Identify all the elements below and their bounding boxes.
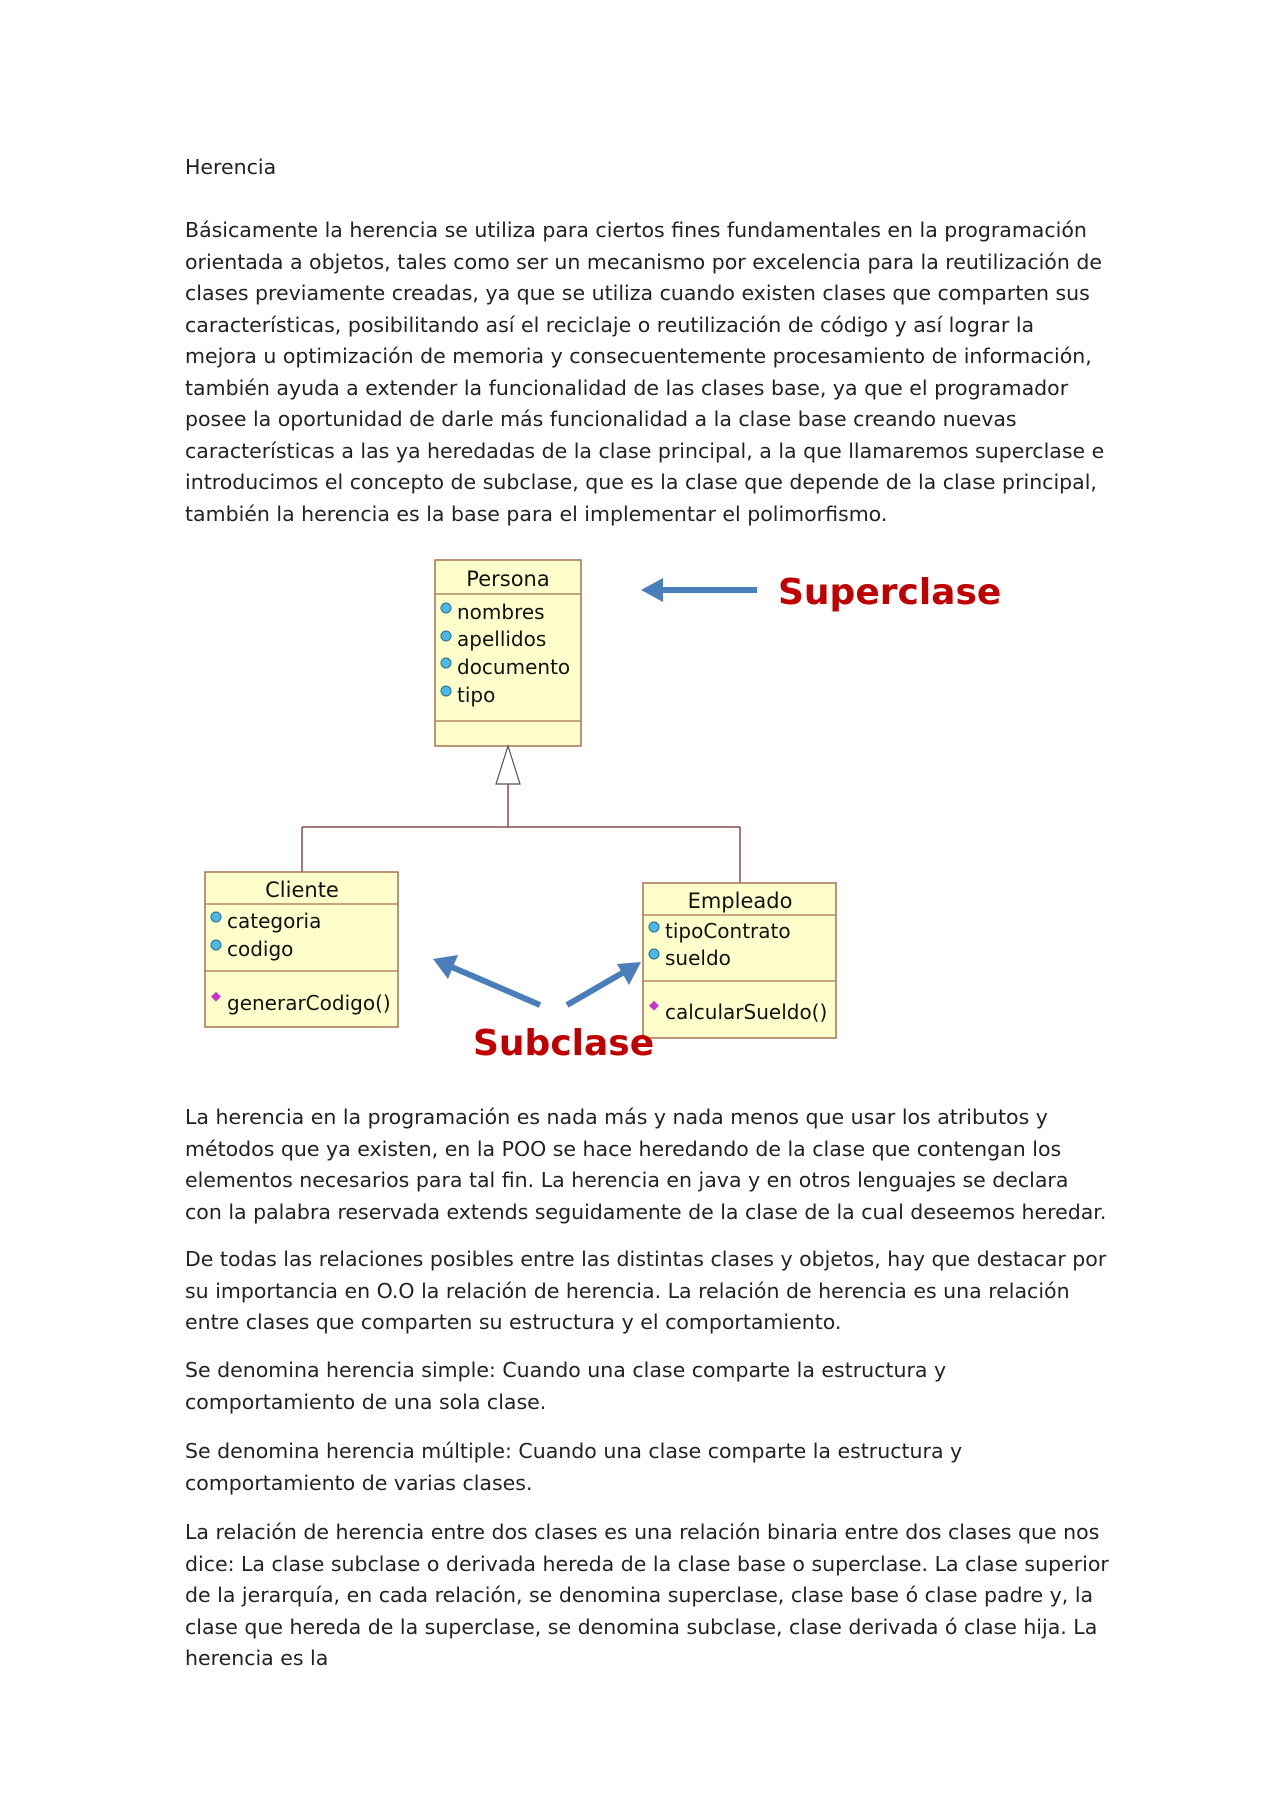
subclass-label: Subclase: [473, 1023, 655, 1064]
paragraph-relations: De todas las relaciones posibles entre las distintas clases y objetos, hay que destacar por su importancia en O.O la relación de herencia. La relación de herencia es una relación entre clases que comparten su estructura y el comportamiento.: [185, 1247, 1107, 1334]
persona-attribute-documento: documento: [457, 655, 571, 679]
cliente-attribute-codigo: codigo: [227, 937, 294, 961]
empleado-class-box: [643, 883, 836, 1038]
document-title: Herencia: [185, 155, 277, 179]
subclass-annotation: [433, 955, 654, 1064]
arrow-up-left-icon: [447, 965, 540, 1005]
empleado-method-calcularsueldo: calcularSueldo(): [665, 1000, 828, 1024]
persona-class-name: Persona: [466, 567, 550, 591]
persona-attribute-nombres: nombres: [457, 600, 545, 624]
cliente-class-box: [205, 872, 398, 1027]
paragraph-definition: La herencia en la programación es nada más y nada menos que usar los atributos y métodos que ya existen, en la POO se hace heredando de la clase que contengan los elementos necesarios para tal fin. La herencia en java y en otros lenguajes se declara con la palabra reservada extends seguidamente de la clase de la cual deseemos heredar.: [185, 1105, 1107, 1224]
empleado-class-name: Empleado: [687, 889, 793, 913]
cliente-method-generarcodigo: generarCodigo(): [227, 991, 391, 1015]
inheritance-uml-diagram: [195, 548, 1015, 1078]
superclass-annotation: [641, 572, 1001, 613]
paragraph-multiple-inheritance: Se denomina herencia múltiple: Cuando una clase comparte la estructura y comportamiento de varias clases.: [185, 1439, 963, 1495]
cliente-attribute-categoria: categoria: [227, 909, 322, 933]
paragraph-simple-inheritance: Se denomina herencia simple: Cuando una clase comparte la estructura y comportamiento de una sola clase.: [185, 1358, 947, 1414]
persona-class-box: [435, 560, 581, 746]
paragraph-intro: Básicamente la herencia se utiliza para ciertos fines fundamentales en la programación orientada a objetos, tales como ser un mecanismo por excelencia para la reutilización de clases previamente creadas, ya que se utiliza cuando existen clases que comparten sus características, posibilitando así el reciclaje o reutilización de código y así lograr la mejora u optimización de memoria y consecuentemente procesamiento de información, también ayuda a extender la funcionalidad de las clases base, ya que el programador posee la oportunidad de darle más funcionalidad a la clase base creando nuevas características a las ya heredadas de la clase principal, a la que llamaremos superclase e introducimos el concepto de subclase, que es la clase que depende de la clase principal, también la herencia es la base para el implementar el polimorfismo.: [185, 218, 1105, 526]
persona-attribute-apellidos: apellidos: [457, 627, 547, 651]
inheritance-connector: [302, 746, 740, 883]
cliente-class-name: Cliente: [265, 878, 339, 902]
arrow-up-right-icon: [567, 972, 624, 1005]
persona-attribute-tipo: tipo: [457, 683, 496, 707]
empleado-attribute-sueldo: sueldo: [665, 946, 731, 970]
generalization-triangle: [496, 746, 520, 784]
paragraph-binary-relation: La relación de herencia entre dos clases es una relación binaria entre dos clases que nos dice: La clase subclase o derivada hereda de la clase base o superclase. La clase superior de la jerarquía, en cada relación, se denomina superclase, clase base ó clase padre y, la clase que hereda de la superclase, se denomina subclase, clase derivada ó clase hija. La herencia es la: [185, 1520, 1109, 1670]
empleado-attribute-tipocontrato: tipoContrato: [665, 919, 791, 943]
superclass-label: Superclase: [778, 572, 1002, 613]
